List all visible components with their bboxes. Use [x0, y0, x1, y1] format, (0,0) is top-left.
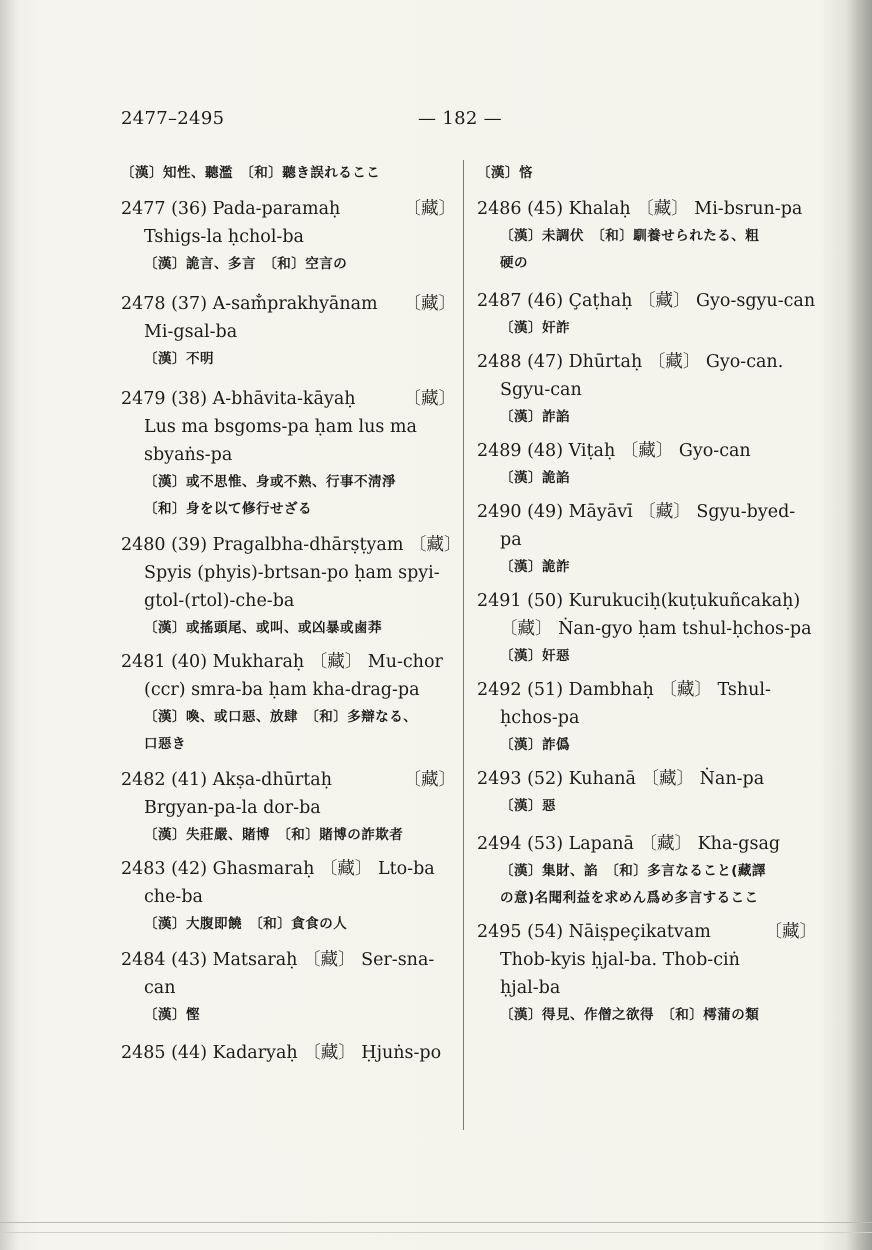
gloss-line: 〔漢〕詭諂 — [500, 470, 570, 486]
entry-continuation: ḥjal-ba — [500, 978, 561, 998]
entry-continuation: (ccr) smra-ba ḥam kha-drag-pa — [144, 680, 420, 700]
entry-2490 — [477, 498, 817, 581]
entry-headword: 2484 (43) Matsaraḥ 〔藏〕 Ser-sna- — [121, 950, 435, 970]
gloss-line: 〔漢〕知性、聽濫 〔和〕聽き誤れるここ — [121, 165, 381, 181]
entry-2491 — [477, 587, 817, 670]
entry-headword: 2495 (54) Nāiṣpeçikatvam — [477, 922, 711, 942]
gloss-line: 〔漢〕慳 — [144, 1007, 200, 1023]
gloss-line: 〔漢〕喚、或口惡、放肆 〔和〕多辯なる、 — [144, 709, 418, 725]
scan-left-shadow — [0, 0, 18, 1250]
entry-continuation: Sgyu-can — [500, 380, 582, 400]
scan-bottom-line — [0, 1232, 872, 1233]
scan-right-shadow — [846, 0, 872, 1250]
gloss-line: 〔漢〕惡 — [500, 798, 556, 814]
entry-headword: 2479 (38) A-bhāvita-kāyaḥ — [121, 389, 356, 409]
entry-headword: 2481 (40) Mukharaḥ 〔藏〕 Mu-chor — [121, 652, 443, 672]
gloss-line: の意)名聞利益を求めん爲め多言するここ — [500, 890, 759, 906]
entry-2488 — [477, 348, 817, 431]
entry-2485 — [121, 1039, 456, 1067]
tibetan-marker: 〔藏〕 — [764, 922, 817, 942]
entry-continuation: Tshigs-la ḥchol-ba — [144, 227, 304, 247]
gloss-line: 〔漢〕集財、諂 〔和〕多言なること(藏譯 — [500, 863, 766, 879]
entry-continuation: Lus ma bsgoms-pa ḥam lus ma — [144, 417, 417, 437]
entry-headword: 2487 (46) Çaṭhaḥ 〔藏〕 Gyo-sgyu-can — [477, 291, 816, 311]
gloss-line: 〔漢〕或不思惟、身或不熟、行事不淸淨 — [144, 474, 396, 490]
gloss-line: 〔漢〕或搖頭尾、或叫、或凶暴或鹵莽 — [144, 620, 382, 636]
gloss-line: 〔漢〕大腹即饒 〔和〕貪食の人 — [144, 916, 348, 932]
entry-continuation: Mi-gsal-ba — [144, 322, 238, 342]
entry-2481 — [121, 648, 456, 758]
entry-2489 — [477, 437, 817, 492]
gloss-line: 〔漢〕未調伏 〔和〕馴養せられたる、粗 — [500, 228, 760, 244]
entry-headword: 2482 (41) Akṣa-dhūrtaḥ — [121, 770, 332, 790]
entry-headword: 2489 (48) Viṭaḥ 〔藏〕 Gyo-can — [477, 441, 751, 461]
gloss-line: 口惡き — [144, 736, 186, 752]
tibetan-marker: 〔藏〕 — [403, 294, 456, 314]
gloss-line: 〔漢〕詭詐 — [500, 559, 570, 575]
entry-2495 — [477, 918, 817, 1029]
gloss-line: 〔漢〕詐僞 — [500, 737, 570, 753]
left-column — [121, 160, 462, 1073]
entry-headword: 2478 (37) A-sam̐prakhyānam — [121, 294, 378, 314]
entry-continuation: pa — [500, 530, 522, 550]
entry-2492 — [477, 676, 817, 759]
entry-2478 — [121, 290, 456, 373]
tibetan-marker: 〔藏〕 — [403, 770, 456, 790]
entry-headword: 2480 (39) Pragalbha-dhārṣṭyam 〔藏〕 — [121, 535, 462, 555]
gloss-line: 〔漢〕得見、作僧之欲得 〔和〕樗蒲の類 — [500, 1007, 760, 1023]
scan-bottom-line — [0, 1222, 872, 1223]
entry-headword: 2477 (36) Pada-paramaḥ — [121, 199, 341, 219]
entry-headword: 2485 (44) Kadaryaḥ 〔藏〕 Ḥjuṅs-po — [121, 1043, 442, 1063]
tibetan-marker: 〔藏〕 — [403, 199, 456, 219]
entry-headword: 2488 (47) Dhūrtaḥ 〔藏〕 Gyo-can. — [477, 352, 784, 372]
entry-headword: 2492 (51) Dambhaḥ 〔藏〕 Tshul- — [477, 680, 771, 700]
entry-headword: 2491 (50) Kurukuciḥ(kuṭukuñcakaḥ) — [477, 591, 801, 611]
entry-continuation: che-ba — [144, 887, 203, 907]
tibetan-marker: 〔藏〕 — [403, 389, 456, 409]
gloss-line: 〔漢〕詭言、多言 〔和〕空言の — [144, 256, 348, 272]
entry-2483 — [121, 855, 456, 938]
entry-2479 — [121, 385, 456, 523]
entry-2486 — [477, 195, 817, 277]
gloss-line: 〔漢〕不明 — [144, 351, 214, 367]
right-column — [477, 160, 817, 1035]
entry-headword: 2486 (45) Khalaḥ 〔藏〕 Mi-bsrun-pa — [477, 199, 803, 219]
entry-headword: 2490 (49) Māyāvī 〔藏〕 Sgyu-byed- — [477, 502, 796, 522]
column-divider — [463, 160, 464, 1130]
gloss-line: 〔漢〕詐諂 — [500, 409, 570, 425]
entry-headword: 2493 (52) Kuhanā 〔藏〕 Ṅan-pa — [477, 769, 765, 789]
gloss-line: 〔和〕身を以て修行せざる — [144, 501, 312, 517]
entry-continuation: 〔藏〕 Ṅan-gyo ḥam tshul-ḥchos-pa — [500, 619, 812, 639]
entry-2480 — [121, 531, 462, 642]
entry-2482 — [121, 766, 456, 849]
entry-continuation: gtol-(rtol)-che-ba — [144, 591, 295, 611]
gloss-line: 〔漢〕奸惡 — [500, 648, 570, 664]
gloss-line: 硬の — [500, 255, 528, 271]
entry-range: 2477–2495 — [121, 108, 225, 129]
gloss-line: 〔漢〕悋 — [477, 165, 533, 181]
entry-2493 — [477, 765, 817, 820]
page-number: — 182 — — [418, 108, 502, 129]
entry-2484 — [121, 946, 456, 1029]
entry-headword: 2483 (42) Ghasmaraḥ 〔藏〕 Lto-ba — [121, 859, 435, 879]
entry-2494 — [477, 830, 817, 912]
entry-continuation: sbyaṅs-pa — [144, 445, 233, 465]
entry-continuation: can — [144, 978, 176, 998]
entry-continuation: Spyis (phyis)-brtsan-po ḥam spyi- — [144, 563, 440, 583]
entry-continuation: Brgyan-pa-la dor-ba — [144, 798, 321, 818]
gloss-line: 〔漢〕奸詐 — [500, 320, 570, 336]
entry-2477 — [121, 195, 456, 278]
entry-2487 — [477, 287, 817, 342]
entry-continuation: ḥchos-pa — [500, 708, 580, 728]
entry-continuation: Thob-kyis ḥjal-ba. Thob-ciṅ — [500, 950, 740, 970]
gloss-line: 〔漢〕失莊嚴、賭博 〔和〕賭博の詐欺者 — [144, 827, 404, 843]
entry-headword: 2494 (53) Lapanā 〔藏〕 Kha-gsag — [477, 834, 781, 854]
